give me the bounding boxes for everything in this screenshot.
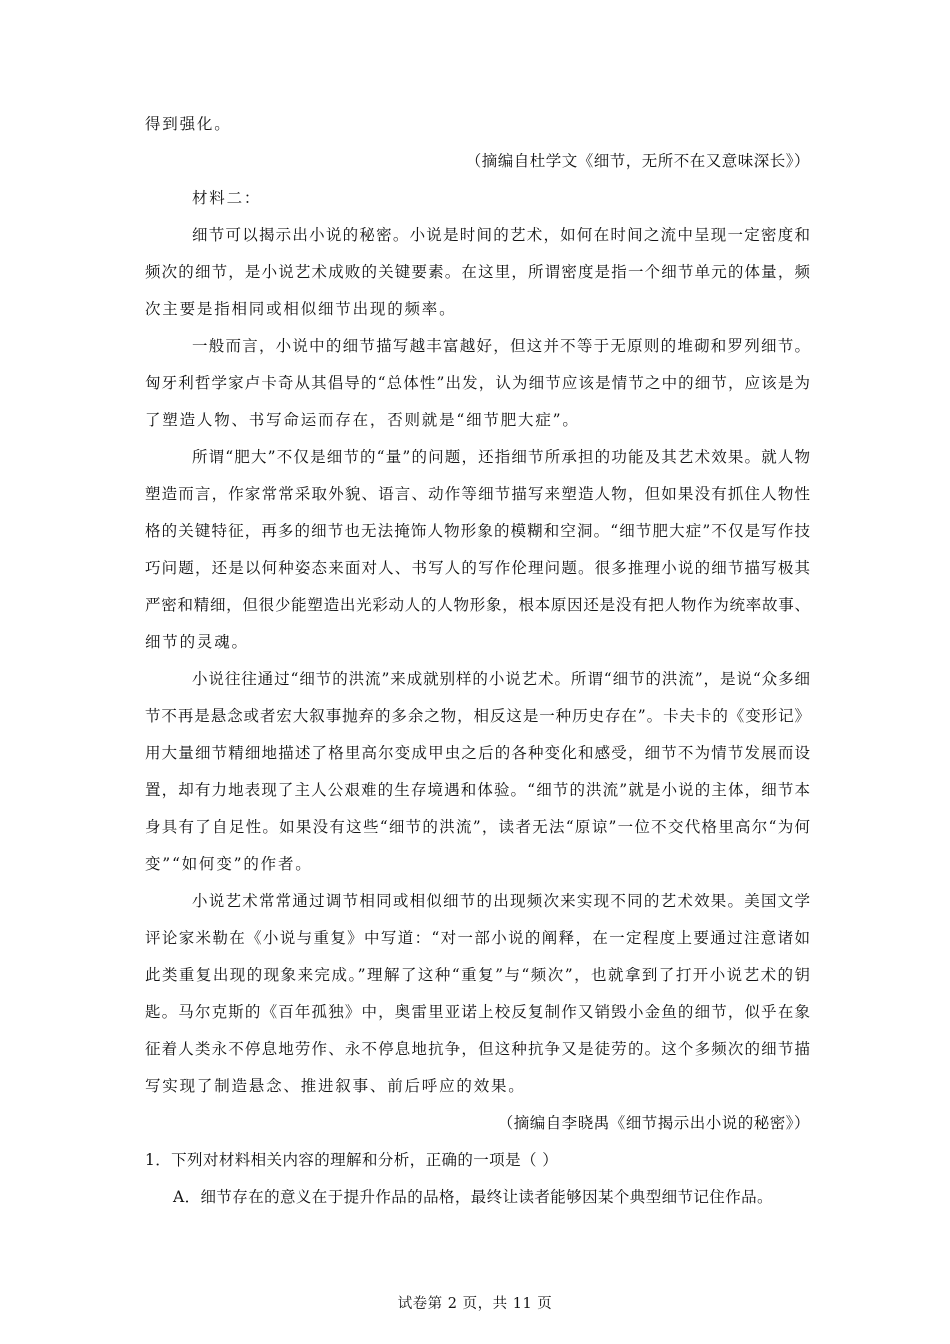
text-line: 评论家米勒在《小说与重复》中写道：“对一部小说的阐释，在一定程度上要通过注意诸如 bbox=[145, 929, 810, 947]
text-line: 次主要是指相同或相似细节出现的频率。 bbox=[145, 300, 457, 318]
text-line: 格的关键特征，再多的细节也无法掩饰人物形象的模糊和空洞。“细节肥大症”不仅是写作技 bbox=[145, 522, 810, 540]
text-line: 置，却有力地表现了主人公艰难的生存境遇和体验。“细节的洪流”就是小说的主体，细节本 bbox=[145, 781, 810, 799]
page-footer: 试卷第 2 页，共 11 页 bbox=[397, 1296, 553, 1312]
text-line: 严密和精细，但很少能塑造出光彩动人的人物形象，根本原因还是没有把人物作为统率故事、 bbox=[145, 596, 810, 614]
text-line: 身具有了自足性。如果没有这些“细节的洪流”，读者无法“原谅”一位不交代格里高尔“为何 bbox=[145, 818, 810, 836]
text-line: 了塑造人物、书写命运而存在，否则就是“细节肥大症”。 bbox=[145, 411, 580, 429]
text-line: 所谓“肥大”不仅是细节的“量”的问题，还指细节所承担的功能及其艺术效果。就人物 bbox=[192, 448, 810, 466]
text-line: 匈牙利哲学家卢卡奇从其倡导的“总体性”出发，认为细节应该是情节之中的细节，应该是为 bbox=[145, 374, 810, 392]
text-line: 塑造而言，作家常常采取外貌、语言、动作等细节描写来塑造人物，但如果没有抓住人物性 bbox=[145, 485, 810, 503]
text-line: 细节的灵魂。 bbox=[145, 633, 249, 651]
option-a[interactable]: A．细节存在的意义在于提升作品的品格，最终让读者能够因某个典型细节记住作品。 bbox=[173, 1188, 773, 1206]
text-line: 细节可以揭示出小说的秘密。小说是时间的艺术，如何在时间之流中呈现一定密度和 bbox=[192, 226, 810, 244]
text-line: 变”“如何变”的作者。 bbox=[145, 855, 313, 873]
text-line: 一般而言，小说中的细节描写越丰富越好，但这并不等于无原则的堆砌和罗列细节。 bbox=[192, 337, 810, 355]
text-line: 匙。马尔克斯的《百年孤独》中，奥雷里亚诺上校反复制作又销毁小金鱼的细节，似乎在象 bbox=[145, 1003, 810, 1021]
question-stem: 1．下列对材料相关内容的理解和分析，正确的一项是（ ） bbox=[145, 1151, 559, 1169]
text-line: 写实现了制造悬念、推进叙事、前后呼应的效果。 bbox=[145, 1077, 526, 1095]
section-heading: 材料二： bbox=[192, 189, 262, 207]
source-citation: （摘编自李晓禺《细节揭示出小说的秘密》） bbox=[497, 1114, 810, 1132]
text-line: 用大量细节精细地描述了格里高尔变成甲虫之后的各种变化和感受，细节不为情节发展而设 bbox=[145, 744, 810, 762]
text-line: 小说艺术常常通过调节相同或相似细节的出现频次来实现不同的艺术效果。美国文学 bbox=[192, 892, 810, 910]
text-line: 巧问题，还是以何种姿态来面对人、书写人的写作伦理问题。很多推理小说的细节描写极其 bbox=[145, 559, 810, 577]
text-line: 征着人类永不停息地劳作、永不停息地抗争，但这种抗争又是徒劳的。这个多频次的细节描 bbox=[145, 1040, 810, 1058]
text-line: 此类重复出现的现象来完成。”理解了这种“重复”与“频次”，也就拿到了打开小说艺术的钥 bbox=[145, 966, 810, 984]
text-line: 频次的细节，是小说艺术成败的关键要素。在这里，所谓密度是指一个细节单元的体量，频 bbox=[145, 263, 810, 281]
text-line: 节不再是悬念或者宏大叙事抛弃的多余之物，相反这是一种历史存在”。卡夫卡的《变形记》 bbox=[145, 707, 810, 725]
source-citation: （摘编自杜学文《细节，无所不在又意味深长》） bbox=[465, 152, 810, 170]
text-line: 小说往往通过“细节的洪流”来成就别样的小说艺术。所谓“细节的洪流”，是说“众多细 bbox=[192, 670, 810, 688]
page-content bbox=[145, 112, 810, 1222]
text-line: 得到强化。 bbox=[145, 115, 232, 133]
